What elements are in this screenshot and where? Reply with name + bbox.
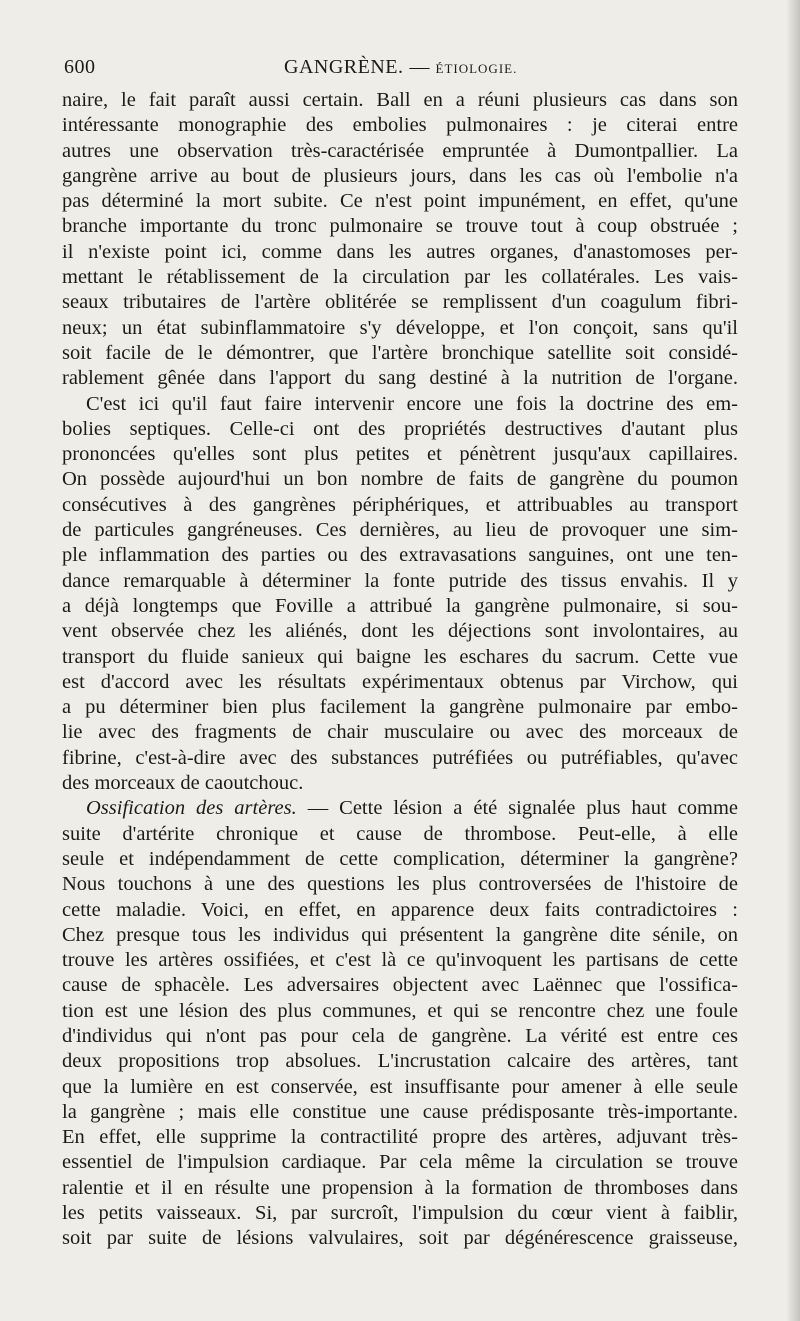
- text-line: des morceaux de caoutchouc.: [62, 772, 304, 795]
- paragraph: [62, 796, 738, 1251]
- page-edge-shadow: [786, 0, 800, 1321]
- text-line: rablement gênée dans l'apport du sang destiné à la nutrition de l'organe.: [62, 367, 738, 390]
- running-head-subtitle: ÉTIOLOGIE.: [435, 61, 518, 76]
- text-line: deux propositions trop absolues. L'incrustation calcaire des artères, tant: [62, 1050, 738, 1073]
- text-line: naire, le fait paraît aussi certain. Ball en a réuni plusieurs cas dans son: [62, 89, 738, 111]
- text-line: il n'existe point ici, comme dans les autres organes, d'anastomoses per-: [62, 240, 738, 263]
- text-line: la gangrène ; mais elle constitue une cause prédisposante très-importante.: [62, 1100, 738, 1123]
- text-line: trouve les artères ossifiées, et c'est là ce qu'invoquent les partisans de cette: [62, 949, 738, 972]
- text-line: seaux tributaires de l'artère oblitérée se remplissent d'un coagulum fibri-: [62, 291, 738, 314]
- text-line: autres une observation très-caractérisée empruntée à Dumontpallier. La: [62, 139, 738, 162]
- text-line: ralentie et il en résulte une propension à la formation de thromboses dans: [62, 1176, 738, 1199]
- text-line: vent observée chez les aliénés, dont les déjections sont involontaires, au: [62, 620, 738, 643]
- running-head: [284, 56, 517, 79]
- text-line: tion est une lésion des plus communes, et qui se rencontre chez une foule: [62, 999, 738, 1022]
- text-line: a pu déterminer bien plus facilement la gangrène pulmonaire par embo-: [62, 696, 738, 719]
- text-line: soit facile de le démontrer, que l'artère bronchique satellite soit considé-: [62, 341, 738, 364]
- text-line: prononcées qu'elles sont plus petites et pénètrent jusqu'aux capillaires.: [62, 443, 738, 466]
- text-line: fibrine, c'est-à-dire avec des substances putréfiées ou putréfiables, qu'avec: [62, 746, 738, 769]
- text-line: est d'accord avec les résultats expérimentaux obtenus par Virchow, qui: [62, 670, 738, 693]
- text-line: intéressante monographie des embolies pulmonaires : je citerai entre: [62, 114, 738, 137]
- text-line: les petits vaisseaux. Si, par surcroît, l'impulsion du cœur vient à faiblir,: [62, 1202, 738, 1225]
- text-line: de particules gangréneuses. Ces dernières, au lieu de provoquer une sim-: [62, 519, 738, 542]
- text-line: Nous touchons à une des questions les plus controversées de l'histoire de: [62, 873, 738, 896]
- text-line: mettant le rétablissement de la circulation par les collatérales. Les vais-: [62, 266, 738, 289]
- text-line: On possède aujourd'hui un bon nombre de faits de gangrène du poumon: [62, 468, 738, 491]
- text-line: En effet, elle supprime la contractilité propre des artères, adjuvant très-: [62, 1126, 738, 1149]
- text-line: cette maladie. Voici, en effet, en apparence deux faits contradictoires :: [62, 898, 738, 921]
- text-line: C'est ici qu'il faut faire intervenir encore une fois la doctrine des em-: [86, 392, 738, 415]
- section-heading-italic: Ossification des artères.: [86, 797, 297, 820]
- text-line: cause de sphacèle. Les adversaires objectent avec Laënnec que l'ossifica-: [62, 974, 738, 997]
- text-line: gangrène arrive au bout de plusieurs jours, dans les cas où l'embolie n'a: [62, 164, 738, 187]
- body-text: [62, 88, 738, 1252]
- text-line: a déjà longtemps que Foville a attribué la gangrène pulmonaire, si sou-: [62, 594, 738, 617]
- text-line: [62, 796, 738, 821]
- text-line: Chez presque tous les individus qui présentent la gangrène dite sénile, on: [62, 923, 738, 946]
- text-line: suite d'artérite chronique et cause de thrombose. Peut-elle, à elle: [62, 822, 738, 845]
- running-head-dash: —: [409, 56, 430, 78]
- text-line: lie avec des fragments de chair musculaire ou avec des morceaux de: [62, 721, 738, 744]
- text-line: dance remarquable à déterminer la fonte putride des tissus envahis. Il y: [62, 569, 738, 592]
- paragraph: [62, 392, 738, 797]
- text-line: consécutives à des gangrènes périphériques, et attribuables au transport: [62, 493, 738, 516]
- text-line: soit par suite de lésions valvulaires, soit par dégénérescence graisseuse,: [62, 1227, 738, 1250]
- text-line-continuation: — Cette lésion a été signalée plus haut comme: [296, 797, 738, 820]
- paragraph: [62, 88, 738, 392]
- running-head-title: GANGRÈNE.: [284, 56, 404, 78]
- text-line: bolies septiques. Celle-ci ont des propriétés destructives d'autant plus: [62, 417, 738, 440]
- text-line: neux; un état subinflammatoire s'y développe, et l'on conçoit, sans qu'il: [62, 316, 738, 339]
- text-line: branche importante du tronc pulmonaire se trouve tout à coup obstruée ;: [62, 215, 738, 238]
- text-line: essentiel de l'impulsion cardiaque. Par cela même la circulation se trouve: [62, 1151, 738, 1174]
- text-line: que la lumière en est conservée, est insuffisante pour amener à elle seule: [62, 1075, 738, 1098]
- text-line: ple inflammation des parties ou des extravasations sanguines, ont une ten-: [62, 544, 738, 567]
- text-line: seule et indépendamment de cette complication, déterminer la gangrène?: [62, 847, 738, 870]
- text-line: transport du fluide sanieux qui baigne les eschares du sacrum. Cette vue: [62, 645, 738, 668]
- text-line: d'individus qui n'ont pas pour cela de gangrène. La vérité est entre ces: [62, 1024, 738, 1047]
- page-header: [64, 52, 736, 84]
- text-line: pas déterminé la mort subite. Ce n'est point impunément, en effet, qu'une: [62, 190, 738, 213]
- page-number: 600: [64, 56, 96, 78]
